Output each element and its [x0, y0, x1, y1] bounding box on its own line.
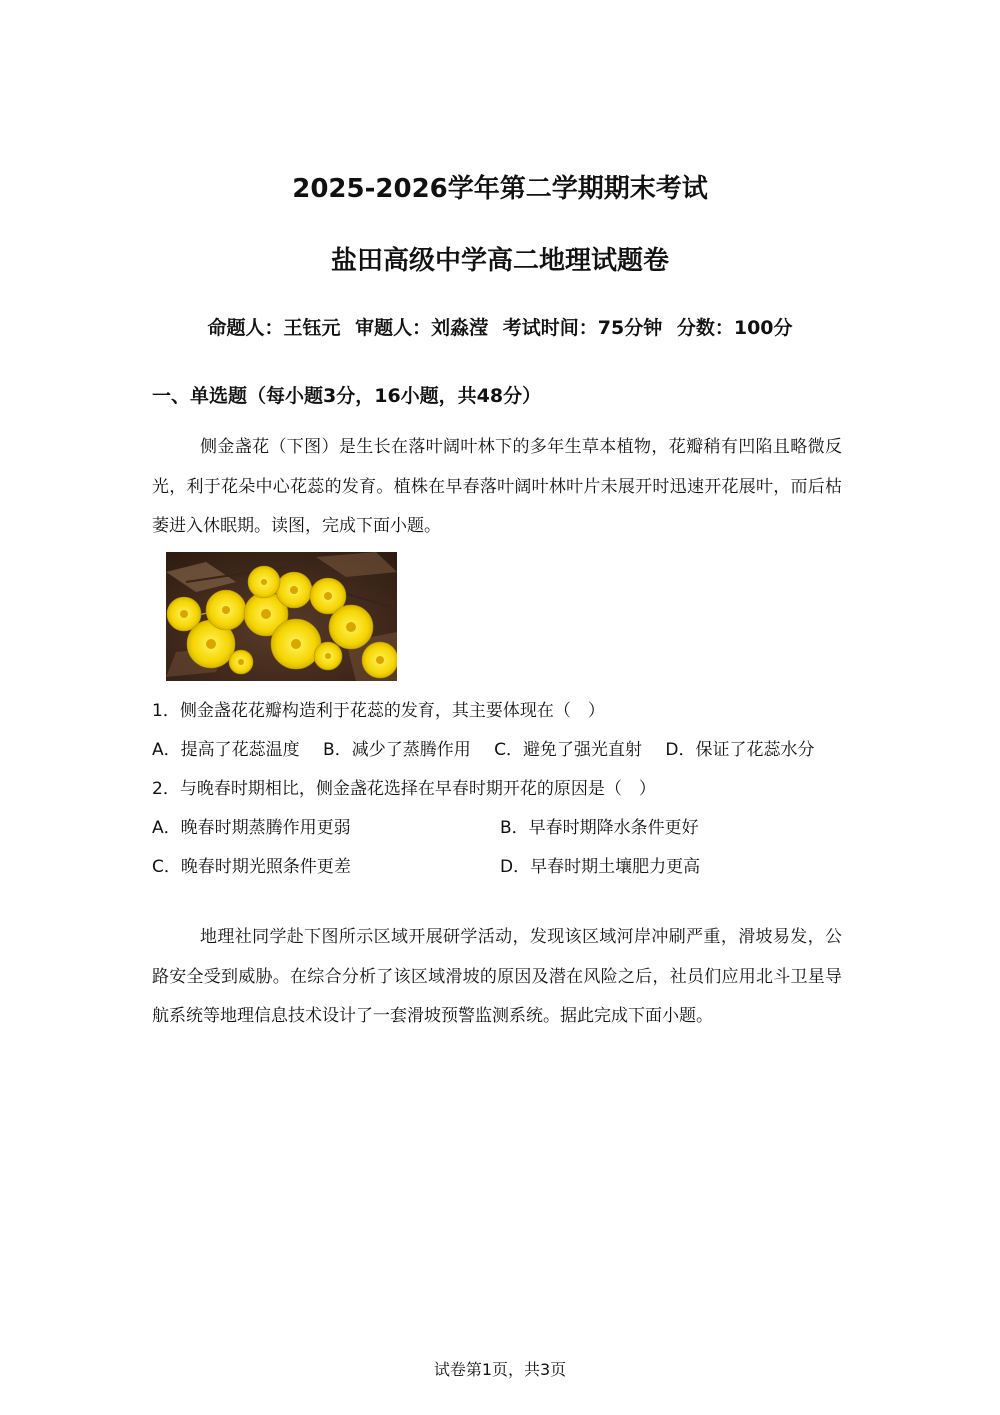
section-heading: 一、单选题（每小题3分，16小题，共48分） — [152, 385, 542, 407]
exam-meta — [0, 313, 1000, 340]
question-1-option-d[interactable]: D．保证了花蕊水分 — [665, 740, 815, 760]
passage-paragraph: 侧金盏花（下图）是生长在落叶阔叶林下的多年生草本植物，花瓣稍有凹陷且略微反光，利于花朵中心花蕊的发育。植株在早春落叶阔叶林叶片未展开时迅速开花展叶，而后枯萎进入休眠期。读图，完成下面小题。 — [152, 437, 842, 536]
exam-title: 2025-2026学年第二学期期末考试 — [292, 174, 708, 204]
question-1-option-b[interactable]: B．减少了蒸腾作用 — [323, 740, 471, 760]
question-2-option-b[interactable]: B．早春时期降水条件更好 — [500, 818, 699, 838]
question-1-option-c[interactable]: C．避免了强光直射 — [494, 740, 642, 760]
exam-subtitle: 盐田高级中学高二地理试题卷 — [330, 246, 669, 276]
question-1-stem: 1．侧金盏花花瓣构造利于花蕊的发育，其主要体现在（ ） — [152, 701, 605, 721]
question-2-option-a[interactable]: A．晚春时期蒸腾作用更弱 — [152, 818, 351, 838]
question-2-option-c[interactable]: C．晚春时期光照条件更差 — [152, 857, 351, 877]
question-1-option-a[interactable]: A．提高了花蕊温度 — [152, 740, 300, 760]
score-label: 分数：100分 — [676, 317, 793, 339]
exam-time-label: 考试时间：75分钟 — [502, 317, 663, 339]
question-2-stem: 2．与晚春时期相比，侧金盏花选择在早春时期开花的原因是（ ） — [152, 779, 656, 799]
flower-photo — [166, 552, 397, 681]
page-footer: 试卷第1页，共3页 — [433, 1360, 567, 1379]
question-2-option-d[interactable]: D．早春时期土壤肥力更高 — [500, 857, 701, 877]
question-1-options — [152, 735, 815, 760]
setter-label: 命题人：王钰元 — [207, 317, 341, 339]
passage-paragraph-2: 地理社同学赴下图所示区域开展研学活动，发现该区域河岸冲刷严重，滑坡易发，公路安全受到威胁。在综合分析了该区域滑坡的原因及潜在风险之后，社员们应用北斗卫星导航系统等地理信息技术设计了一套滑坡预警监测系统。据此完成下面小题。 — [152, 927, 842, 1026]
reviewer-label: 审题人：刘淼滢 — [355, 317, 489, 339]
